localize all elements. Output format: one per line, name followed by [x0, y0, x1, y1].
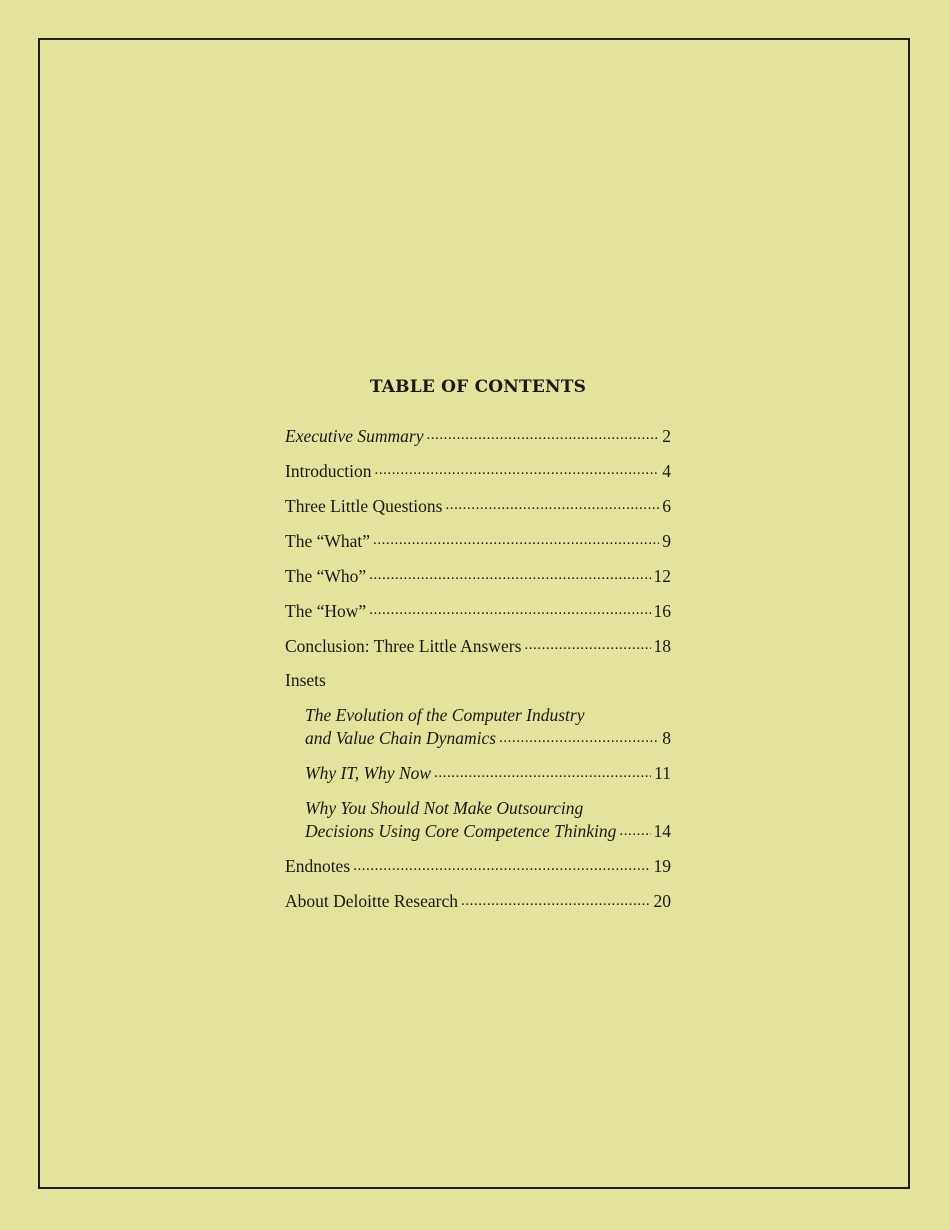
toc-entry-label: Three Little Questions — [285, 495, 443, 516]
dot-leader — [373, 529, 659, 547]
toc-inset-evolution[interactable] — [285, 704, 671, 751]
toc-entry-page: 19 — [653, 856, 671, 876]
toc-entry-label-line2: Decisions Using Core Competence Thinking — [305, 821, 617, 841]
toc-entry-label-line1: The Evolution of the Computer Industry — [305, 704, 585, 725]
toc-entry-the-how[interactable] — [285, 599, 671, 623]
dot-leader — [524, 634, 650, 652]
toc-entry-about-deloitte-research[interactable] — [285, 890, 671, 914]
toc-entry-label: About Deloitte Research — [285, 891, 459, 911]
dot-leader — [353, 855, 650, 873]
toc-inset-why-it[interactable] — [285, 762, 671, 786]
toc-entry-page: 18 — [653, 635, 671, 656]
toc-entry-page: 12 — [653, 565, 671, 586]
toc-entry-page: 16 — [653, 600, 671, 621]
toc-entry-page: 11 — [654, 763, 671, 783]
toc-entry-label: The “How” — [285, 600, 367, 621]
toc-entry-label: Conclusion: Three Little Answers — [285, 635, 522, 656]
dot-leader — [619, 820, 650, 838]
toc-entry-label: Executive Summary — [285, 425, 424, 446]
dot-leader — [369, 564, 650, 582]
toc-entry-label-line1: Why You Should Not Make Outsourcing — [305, 797, 584, 818]
toc-entry-conclusion[interactable] — [285, 634, 671, 658]
toc-entry-page: 2 — [662, 425, 671, 446]
toc-entry-the-who[interactable] — [285, 564, 671, 588]
dot-leader — [461, 890, 650, 908]
dot-leader — [369, 599, 650, 617]
dot-leader — [499, 727, 659, 745]
toc-entry-label: The “Who” — [285, 565, 367, 586]
toc-entry-page: 14 — [653, 821, 671, 841]
toc-entry-page: 6 — [662, 495, 671, 516]
dot-leader — [445, 494, 659, 512]
toc-entry-label: Why IT, Why Now — [305, 763, 432, 783]
toc-title: TABLE OF CONTENTS — [369, 377, 587, 397]
toc-entry-label: Endnotes — [285, 856, 351, 876]
toc-entry-page: 9 — [662, 530, 671, 551]
toc-entry-page: 20 — [653, 891, 671, 911]
table-of-contents — [285, 372, 671, 925]
dot-leader — [375, 459, 660, 477]
toc-entry-label: Introduction — [285, 460, 372, 481]
toc-entry-three-little-questions[interactable] — [285, 494, 671, 518]
toc-entry-page: 8 — [662, 728, 671, 748]
toc-entry-label: The “What” — [285, 530, 371, 551]
toc-entry-introduction[interactable] — [285, 459, 671, 483]
dot-leader — [426, 424, 659, 442]
toc-entry-executive-summary[interactable] — [285, 424, 671, 448]
dot-leader — [434, 762, 651, 780]
toc-entry-the-what[interactable] — [285, 529, 671, 553]
toc-entry-label-line2: and Value Chain Dynamics — [305, 728, 497, 748]
toc-section-insets — [285, 669, 671, 692]
toc-entry-page: 4 — [662, 460, 671, 481]
toc-inset-outsourcing[interactable] — [285, 797, 671, 844]
toc-entry-endnotes[interactable] — [285, 855, 671, 879]
toc-section-label: Insets — [285, 670, 326, 690]
